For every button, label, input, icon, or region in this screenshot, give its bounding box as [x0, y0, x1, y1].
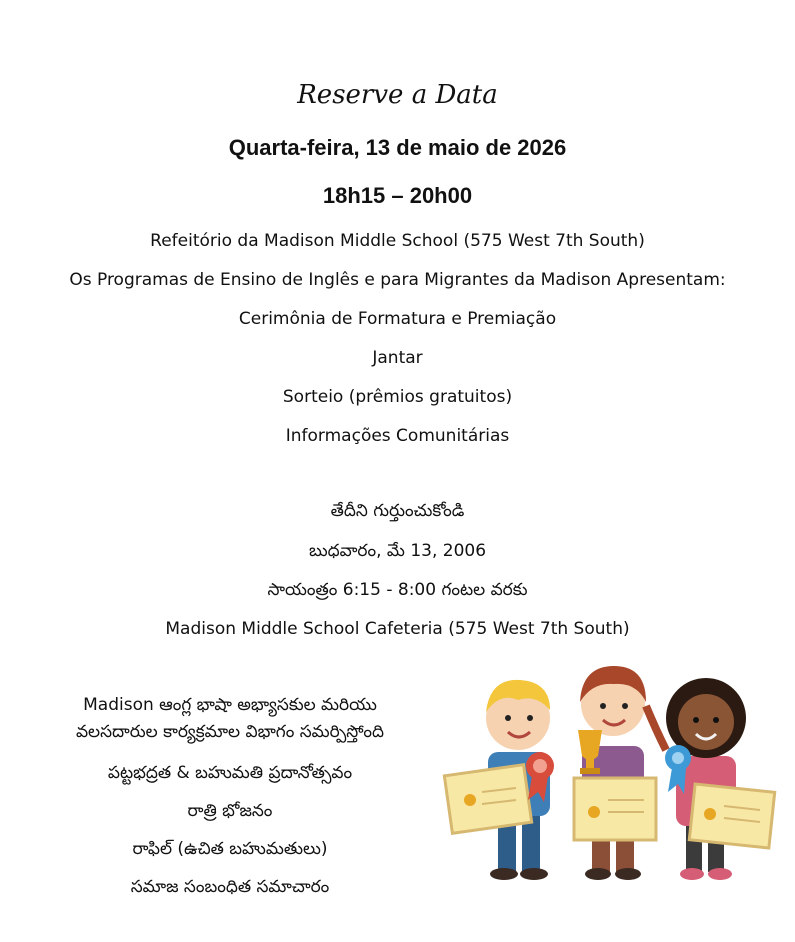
- program-item-te: రాత్రి భోజనం: [187, 801, 273, 821]
- presenter-te-line-2: వలసదారుల కార్యక్రమాల విభాగం సమర్పిస్తోంది: [75, 722, 385, 742]
- event-date-te: బుధవారం, మే 13, 2006: [308, 541, 487, 561]
- program-item-pt: Cerimônia de Formatura e Premiação: [238, 309, 557, 329]
- presenter-te-line-1: Madison ఆంగ్ల భాషా అభ్యాసకుల మరియు: [83, 695, 377, 715]
- reserve-date-title-te: తేదీని గుర్తుంచుకోండి: [330, 501, 465, 521]
- event-time-pt: 18h15 – 20h00: [322, 183, 473, 208]
- event-location-te: Madison Middle School Cafeteria (575 West 7th South): [165, 619, 630, 639]
- event-time-te: సాయంత్రం 6:15 - 8:00 గంటల వరకు: [267, 580, 528, 600]
- kid-redhead-icon: [574, 666, 666, 880]
- event-location-pt: Refeitório da Madison Middle School (575 West 7th South): [150, 231, 645, 251]
- program-item-pt: Sorteio (prêmios gratuitos): [282, 387, 513, 407]
- program-item-pt: Informações Comunitárias: [285, 426, 510, 446]
- three-kids-with-diplomas-illustration: [440, 660, 785, 890]
- program-item-te: రాఫిల్ (ఉచిత బహుమతులు): [132, 839, 328, 859]
- event-date-pt: Quarta-feira, 13 de maio de 2026: [228, 135, 567, 160]
- kid-curly-hair-icon: [665, 678, 775, 880]
- program-item-te: పట్టభద్రత & బహుమతి ప్రదానోత్సవం: [107, 763, 353, 783]
- reserve-date-title-pt: Reserve a Data: [297, 80, 498, 110]
- program-item-te: సమాజ సంబంధిత సమాచారం: [130, 877, 330, 897]
- program-item-pt: Jantar: [372, 348, 423, 368]
- presenter-pt: Os Programas de Ensino de Inglês e para Migrantes da Madison Apresentam:: [69, 270, 726, 290]
- kid-blond-icon: [444, 680, 554, 880]
